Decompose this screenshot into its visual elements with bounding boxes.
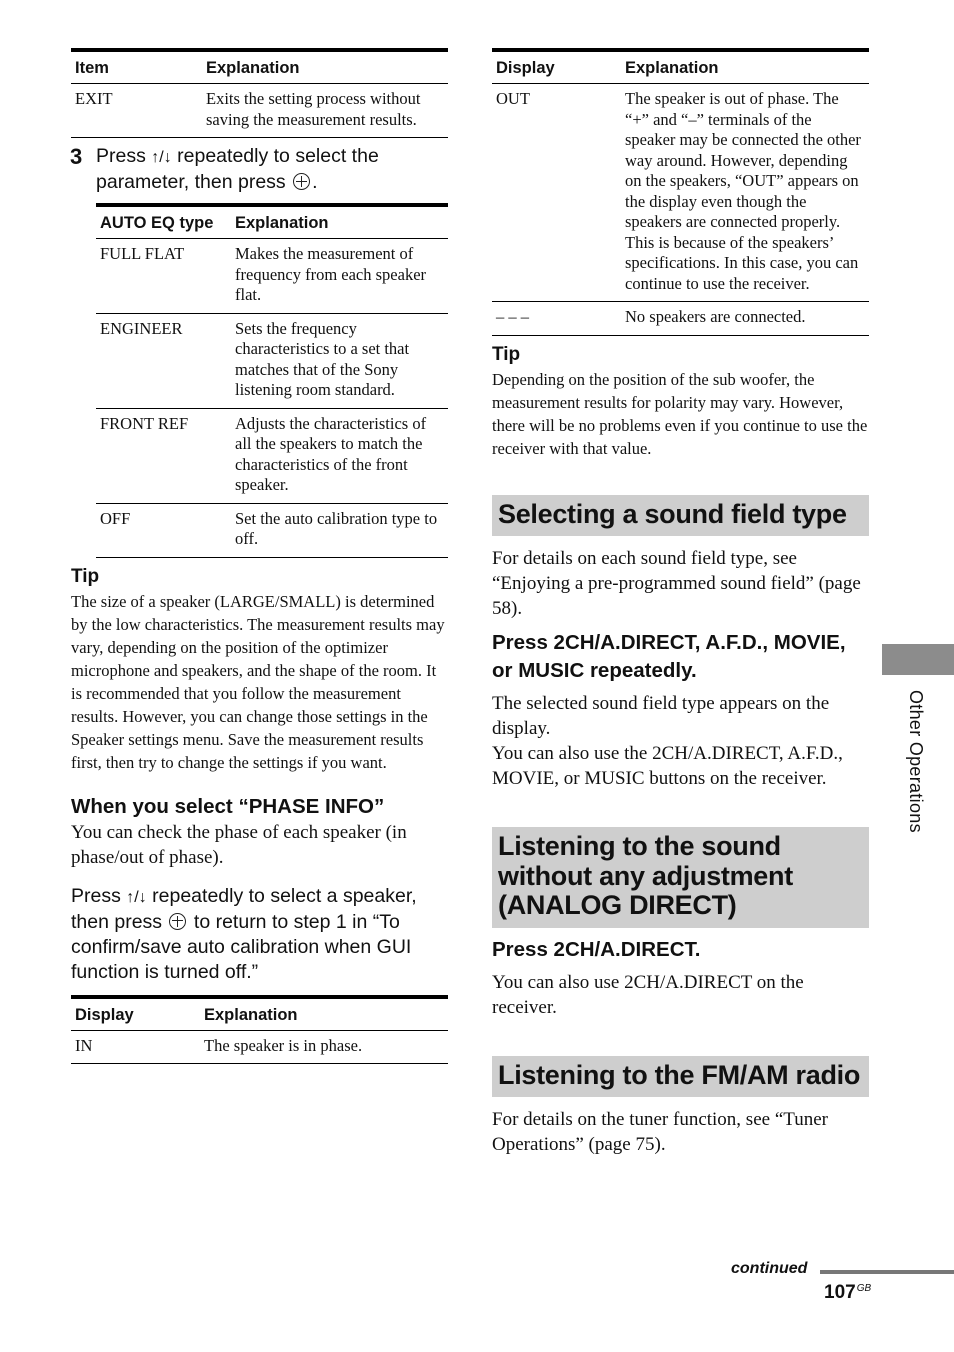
table-row bbox=[492, 302, 869, 336]
table-cell: Makes the measurement of frequency from each speaker flat. bbox=[231, 239, 448, 314]
step-text-before: Press bbox=[96, 145, 146, 167]
table-row bbox=[71, 1030, 448, 1064]
phase-info-heading: When you select “PHASE INFO” bbox=[71, 794, 385, 818]
sound-field-note: You can also use the 2CH/A.DIRECT, A.F.D., MOVIE, or MUSIC buttons on the receiver. bbox=[492, 743, 843, 789]
auto-eq-table bbox=[96, 203, 448, 558]
table-cell: The speaker is out of phase. The “+” and “–” terminals of the speaker may be connected the other way around. However, depending on the speakers, “OUT” appears on the display even though the speakers are connected properly. This is because of the speakers’ specifications. In this case, you can continue to use the receiver. bbox=[621, 84, 869, 302]
table-header: Explanation bbox=[200, 997, 448, 1031]
table-header: Item bbox=[71, 50, 202, 84]
table-row bbox=[71, 84, 448, 138]
instr-text-before: Press bbox=[71, 884, 121, 907]
right-column bbox=[492, 48, 869, 1157]
table-cell: IN bbox=[71, 1030, 200, 1064]
continued-bar bbox=[820, 1270, 954, 1274]
tip-text: The size of a speaker (LARGE/SMALL) is determined by the low characteristics. The measurement results may vary, depending on the position of the optimizer microphone and speakers, and the shape of the room. It is recommended that you follow the measurement results. However, you can change those settings in the Speaker settings menu. Save the measurement results first, then try to change the settings if you want. bbox=[71, 591, 445, 772]
table-header: Explanation bbox=[202, 50, 448, 84]
left-column bbox=[71, 48, 448, 1064]
table-cell: OFF bbox=[96, 503, 231, 557]
phase-in-table bbox=[71, 995, 448, 1065]
tip-heading: Tip bbox=[71, 565, 100, 587]
instr-text-mid: repeatedly to select a speaker, then press bbox=[71, 884, 417, 933]
fm-am-radio-body: For details on the tuner function, see “Tuner Operations” (page 75). bbox=[492, 1109, 828, 1155]
table-cell: The speaker is in phase. bbox=[200, 1030, 448, 1064]
analog-direct-press-instruction: Press 2CH/A.DIRECT. bbox=[492, 937, 701, 961]
sound-field-body: For details on each sound field type, see “Enjoying a pre-programmed sound field” (page 58). bbox=[492, 548, 861, 619]
table-cell: FRONT REF bbox=[96, 408, 231, 503]
tip-heading: Tip bbox=[492, 343, 521, 365]
phase-info-body: You can check the phase of each speaker (in phase/out of phase). bbox=[71, 821, 407, 868]
exit-table bbox=[71, 48, 448, 138]
instr-text-after: to return to step 1 in “To confirm/save auto calibration when GUI function is turned off.” bbox=[71, 910, 412, 983]
step-end: . bbox=[312, 171, 318, 193]
phase-instruction bbox=[71, 884, 448, 985]
table-cell: Exits the setting process without saving the measurement results. bbox=[202, 84, 448, 138]
table-header: Explanation bbox=[231, 205, 448, 239]
table-cell: ENGINEER bbox=[96, 313, 231, 408]
step-number: 3 bbox=[70, 144, 83, 169]
table-cell: EXIT bbox=[71, 84, 202, 138]
table-row bbox=[96, 239, 448, 314]
table-cell: No speakers are connected. bbox=[621, 302, 869, 336]
step-text-after: repeatedly to select the parameter, then press bbox=[96, 145, 379, 193]
table-header: AUTO EQ type bbox=[96, 205, 231, 239]
section-heading-sound-field: Selecting a sound field type bbox=[492, 495, 869, 537]
phase-out-table bbox=[492, 48, 869, 336]
arrow-up-down-icon: ↑/↓ bbox=[126, 888, 147, 906]
section-tab-label: Other Operations bbox=[906, 690, 926, 833]
tip-text: Depending on the position of the sub woofer, the measurement results for polarity may vary. However, there will be no problems even if you continue to use the receiver with that value. bbox=[492, 369, 868, 458]
enter-button-icon bbox=[293, 173, 310, 190]
page-number-value: 107 bbox=[824, 1282, 856, 1303]
table-cell: Adjusts the characteristics of all the speakers to match the characteristics of the front speaker. bbox=[231, 408, 448, 503]
table-row bbox=[96, 313, 448, 408]
table-cell: FULL FLAT bbox=[96, 239, 231, 314]
page-number-suffix: GB bbox=[856, 1283, 872, 1294]
section-tab-marker bbox=[882, 644, 954, 675]
continued-label: continued bbox=[731, 1260, 808, 1277]
table-cell: Sets the frequency characteristics to a set that matches that of the Sony listening room standard. bbox=[231, 313, 448, 408]
table-row bbox=[96, 408, 448, 503]
arrow-up-down-icon: ↑/↓ bbox=[151, 149, 172, 166]
sound-field-press-instruction: Press 2CH/A.DIRECT, A.F.D., MOVIE, or MUSIC repeatedly. bbox=[492, 631, 846, 682]
page-number bbox=[824, 1282, 871, 1304]
enter-button-icon bbox=[169, 913, 186, 930]
table-cell: OUT bbox=[492, 84, 621, 302]
table-header: Display bbox=[71, 997, 200, 1031]
table-row bbox=[96, 503, 448, 557]
table-cell: – – – bbox=[492, 302, 621, 336]
section-heading-fm-am-radio: Listening to the FM/AM radio bbox=[492, 1056, 869, 1098]
table-header: Explanation bbox=[621, 50, 869, 84]
table-cell: Set the auto calibration type to off. bbox=[231, 503, 448, 557]
step-3 bbox=[70, 144, 448, 195]
section-heading-analog-direct: Listening to the sound without any adjustment (ANALOG DIRECT) bbox=[492, 827, 869, 928]
table-row bbox=[492, 84, 869, 302]
analog-direct-body: You can also use 2CH/A.DIRECT on the receiver. bbox=[492, 971, 804, 1018]
sound-field-result: The selected sound field type appears on the display. bbox=[492, 693, 830, 739]
table-header: Display bbox=[492, 50, 621, 84]
